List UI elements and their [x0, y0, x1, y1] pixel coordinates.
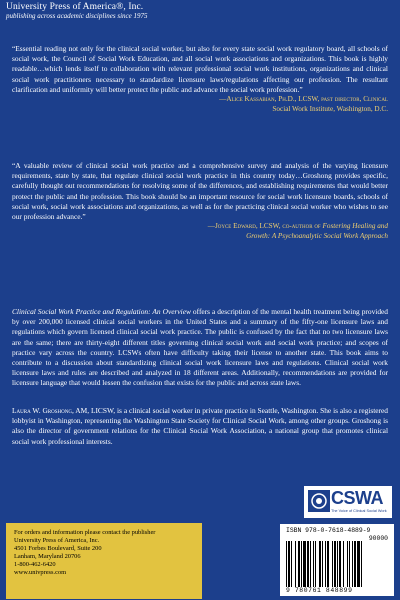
cswa-logo: [304, 486, 392, 518]
barcode-bar: [313, 541, 314, 587]
publisher-tagline: publishing across academic disciplines since 1975: [6, 12, 148, 20]
barcode-bar: [315, 541, 316, 587]
barcode-bar: [325, 541, 326, 587]
description-text: offers a description of the mental health treatment being provided by over 200,000 licensed clinical social workers in the United States and a summary of the fifty-one licensure laws and regulations which govern licensed clinical social work practice. The public is confused by the fact that no two licensure laws are the same; there are thirty-eight different titles governing clinical social work and social work practice; and scopes of practice vary across the country. LCSWs often have difficulty taking their license to another state. This book aims to contribute to a discussion about standardizing clinical social work licensure laws and regulations. Clinical social work licensure laws and rules are described and analyzed in 18 different areas. Additionally, recommendations are provided for licensure language that would lessen the confusion that exists for the public and across state laws.: [12, 307, 388, 388]
barcode-bar: [307, 541, 309, 587]
barcode-bar: [303, 541, 306, 587]
quote-2-attribution: [12, 222, 388, 241]
barcode-bar: [319, 541, 321, 587]
ordering-info: [6, 523, 202, 599]
quote-1-author-line-2: Social Work Institute, Washington, D.C.: [272, 104, 388, 113]
order-line-6: www.univpress.com: [14, 569, 67, 577]
barcode-bar: [352, 541, 353, 587]
barcode-bar: [339, 541, 341, 587]
quote-2-book: Fostering Healing and: [322, 222, 388, 231]
quote-2-book-line-2: Growth: A Psychoanalytic Social Work Approach: [246, 231, 388, 240]
bio-text: , AM, LICSW, is a clinical social worker in private practice in Seattle, Washington. She is also a registered lobbyist in Washington, representing the Washington State Society for Clinical Social Work, among other groups. Groshong is also the director of government relations for the Clinical Social Work Association, a national group that promotes clinical social work professional interests.: [12, 406, 388, 446]
barcode-bar: [357, 541, 360, 587]
barcode-bar: [361, 541, 362, 587]
price-code: 90000: [368, 535, 388, 542]
publisher-name: University Press of America®, Inc.: [6, 2, 144, 12]
barcode-bar: [310, 541, 311, 587]
cswa-emblem-icon: [308, 490, 330, 512]
order-line-3: 4501 Forbes Boulevard, Suite 200: [14, 545, 102, 553]
book-title: Clinical Social Work Practice and Regulation: An Overview: [12, 307, 191, 316]
barcode-bar: [291, 541, 292, 587]
quote-1-attribution: [12, 95, 388, 114]
barcode-bar: [337, 541, 338, 587]
order-line-4: Lanham, Maryland 20706: [14, 553, 81, 561]
barcode-bar: [327, 541, 329, 587]
barcode-bar: [334, 541, 336, 587]
barcode-bar: [347, 541, 348, 587]
barcode-bar: [343, 541, 344, 587]
endorsement-quote-1: [12, 44, 388, 114]
barcode-bar: [295, 541, 296, 587]
order-line-5: 1-800-462-6420: [14, 561, 56, 569]
ean-digits: 9 780761 848899: [286, 587, 353, 594]
barcode-bar: [286, 541, 287, 587]
quote-1-text: “Essential reading not only for the clinical social worker, but also for every state social work regulatory board, all schools of social work, the Council of Social Work Education, and all social work associations and organizations. This book is highly readable…which lends itself to collaboration with relevant professional social work institutions, organizations and clinical social work practitioners necessary to standardize licensure laws/regulations affecting our profession. The resultant clarification and uniformity will better protect the public and advance the social work profession.”: [12, 44, 388, 94]
barcode-bar: [288, 541, 290, 587]
barcode-bar: [301, 541, 302, 587]
barcode-bar: [298, 541, 300, 587]
author-name: Laura W. Groshong: [12, 406, 72, 415]
isbn-label: ISBN 978-0-7618-4889-9: [286, 527, 371, 534]
book-description: [12, 307, 388, 389]
author-bio: [12, 406, 388, 447]
quote-1-author: —Alice Kassabian, Ph.D., LCSW, past director, Clinical: [219, 95, 388, 104]
barcode-bar: [349, 541, 350, 587]
barcode-bar: [322, 541, 323, 587]
publisher-header: [0, 0, 400, 22]
barcode-bar: [332, 541, 333, 587]
order-line-2: University Press of America, Inc.: [14, 537, 100, 545]
barcode-bar: [354, 541, 356, 587]
endorsement-quote-2: [12, 161, 388, 241]
cswa-subtitle: The Voice of Clinical Social Work: [331, 509, 387, 513]
quote-2-text: “A valuable review of clinical social work practice and a comprehensive survey and analysis of the varying licensure requirements, state by state, that regulate clinical social work practice in this country today…Groshong provides specific, carefully thought out recommendations for resolving some of the differences, and establishing requirements that would better protect the public and the profession. This book should be an important resource for social work licensure boards, schools of social work, social work associations and organizations, as well as for the practicing clinical social worker who wishes to see our profession advance.”: [12, 161, 388, 222]
isbn-barcode: [280, 524, 394, 596]
order-line-1: For orders and information please contact the publisher: [14, 529, 156, 536]
cswa-name: CSWA: [331, 488, 383, 508]
barcode-icon: [286, 541, 388, 587]
quote-2-author: —Joyce Edward, LCSW, co-author of: [207, 222, 323, 231]
